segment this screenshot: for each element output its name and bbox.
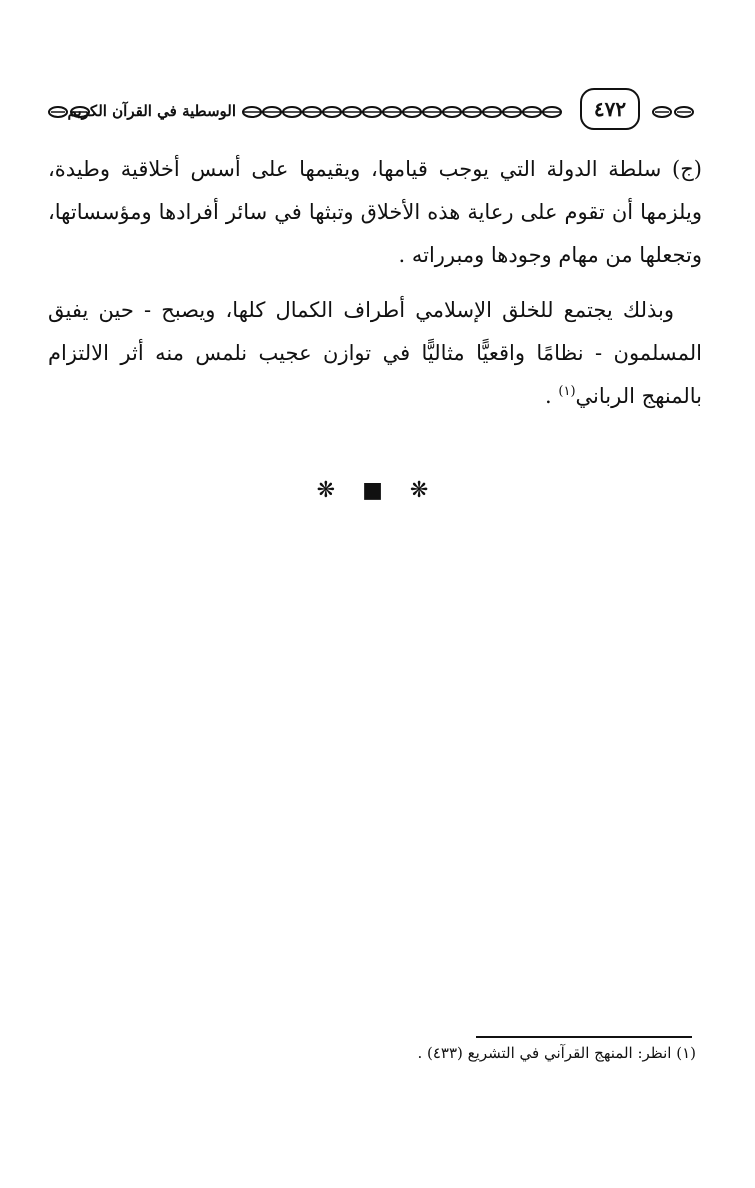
- page-number: ٤٧٢: [580, 88, 640, 130]
- paragraph-conclusion-text: وبذلك يجتمع للخلق الإسلامي أطراف الكمال كلها، ويصبح - حين يفيق المسلمون - نظامًا واقعيًّا مثاليًّا في توازن عجيب نلمس منه أثر الالتزام بالمنهج الرباني: [48, 298, 702, 408]
- footnote-reference: (١): [558, 384, 576, 399]
- footnote: (١) انظر: المنهج القرآني في التشريع (٤٣٣) .: [417, 1044, 696, 1062]
- paragraph-state-authority: (ج) سلطة الدولة التي يوجب قيامها، ويقيمها على أسس أخلاقية وطيدة، ويلزمها أن تقوم على رعاية هذه الأخلاق وتبثها في سائر أفرادها ومؤسساتها، وتجعلها من مهام وجودها ومبرراته .: [48, 157, 702, 267]
- book-title: الوسطية في القرآن الكريم: [67, 102, 236, 120]
- page-header: [40, 88, 700, 132]
- footnote-divider: [476, 1036, 692, 1038]
- header-ornament-middle: [242, 106, 572, 118]
- main-text: [48, 148, 702, 430]
- paragraph-conclusion-end: .: [545, 384, 559, 408]
- paragraph-conclusion: [48, 289, 702, 418]
- header-ornament-right: [652, 106, 696, 118]
- section-separator: ❋ ■ ❋: [316, 478, 439, 503]
